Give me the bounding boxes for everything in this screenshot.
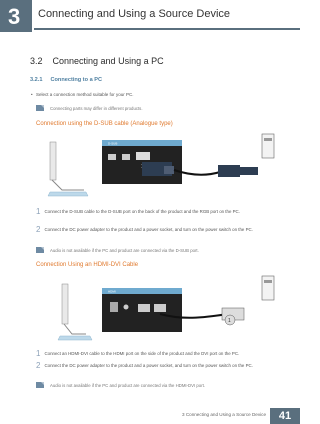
note-icon <box>36 382 44 388</box>
step-text: Connect an HDMI-DVI cable to the HDMI port on the side of the product and the DVI port on the PC. <box>44 351 240 356</box>
page-footer <box>0 408 300 424</box>
dsub-plug-2 <box>218 165 240 177</box>
pc-tower <box>262 134 274 158</box>
step-number: 1 <box>36 207 41 216</box>
dsub-connection-diagram <box>42 132 278 204</box>
svg-text:1: 1 <box>228 318 231 324</box>
pc-tower <box>262 276 274 300</box>
note-text: Connecting parts may differ in different products. <box>50 105 143 111</box>
header-divider <box>34 28 300 30</box>
step-number: 2 <box>36 225 41 234</box>
hdmi-port-label: HDMI <box>108 289 116 294</box>
note-text: Audio is not available if the PC and product are connected via the D-SUB port. <box>50 247 199 253</box>
dsub-caption: Connection using the D-SUB cable (Analogue type) <box>36 121 173 127</box>
page-number: 41 <box>270 408 300 424</box>
step-text: Connect the D-SUB cable to the D-SUB port on the back of the product and the RGB port on the PC. <box>44 209 240 214</box>
chapter-title: Connecting and Using a Source Device <box>38 8 231 20</box>
note-dsub-audio <box>36 247 199 253</box>
dsub-port-label: D-SUB <box>108 141 118 146</box>
step-text: Connect the DC power adapter to the product and a power socket, and turn on the power switch on the PC. <box>44 227 253 232</box>
hdmi-caption: Connection Using an HDMI-DVI Cable <box>36 262 139 268</box>
footer-text: 3 Connecting and Using a Source Device <box>181 412 266 417</box>
step-number: 2 <box>36 361 41 370</box>
monitor-side <box>62 284 68 324</box>
monitor-back <box>50 142 56 180</box>
dsub-step-1 <box>36 208 276 215</box>
note-text: Audio is not available if the PC and product are connected via the HDMI-DVI port. <box>50 382 206 388</box>
monitor-stand <box>48 192 88 196</box>
chapter-tab <box>0 0 32 32</box>
note-icon <box>36 105 44 111</box>
section-title: Connecting and Using a PC <box>52 56 164 66</box>
note-parts <box>36 105 143 111</box>
step-number: 1 <box>36 349 41 358</box>
section-number: 3.2 <box>30 56 43 66</box>
subsection-title: Connecting to a PC <box>50 77 103 83</box>
step-text: Connect the DC power adapter to the product and a power socket, and turn on the power switch on the PC. <box>44 363 253 368</box>
hdmi-step-1 <box>36 350 276 357</box>
note-icon <box>36 247 44 253</box>
subsection-heading <box>30 77 110 83</box>
bullet-text: • Select a connection method suitable for your PC. <box>36 92 134 97</box>
monitor-stand <box>58 336 92 340</box>
chapter-number: 3 <box>8 4 21 29</box>
hdmi-connection-diagram <box>42 274 278 348</box>
subsection-number: 3.2.1 <box>30 77 43 83</box>
section-heading <box>30 56 174 66</box>
dsub-step-2 <box>36 226 276 233</box>
note-hdmi-audio <box>36 382 205 388</box>
hdmi-step-2 <box>36 362 276 369</box>
